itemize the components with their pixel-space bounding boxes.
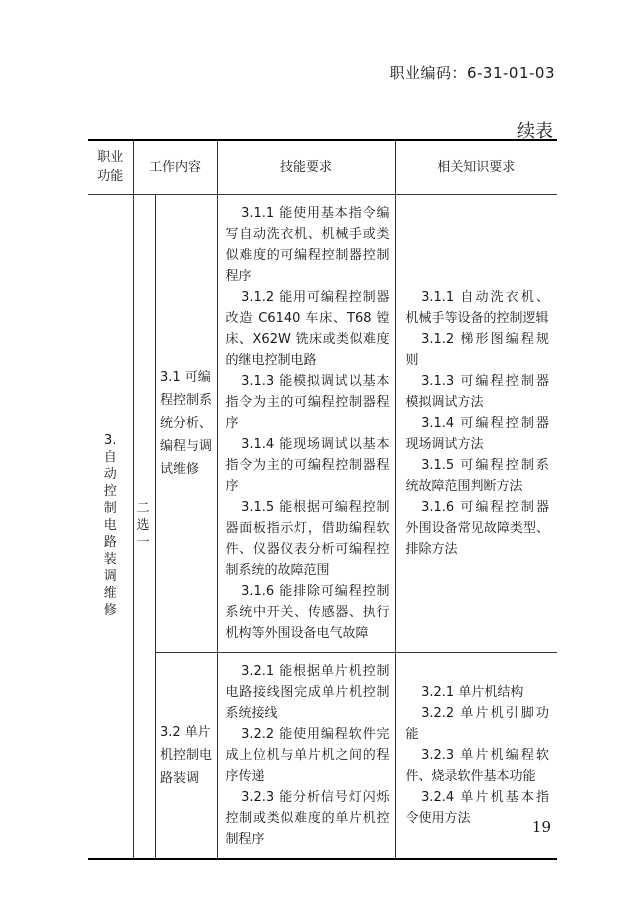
work-content-text: 3.1 可编程控制系统分析、编程与调试维修 xyxy=(160,370,213,477)
header-knowledge: 相关知识要求 xyxy=(395,140,557,195)
skill-item: 3.2.1 能根据单片机控制电路接线图完成单片机控制系统接线 xyxy=(225,664,390,721)
work-content-cell xyxy=(155,653,217,860)
skill-item: 3.2.2 能使用编程软件完成上位机与单片机之间的程序传递 xyxy=(225,727,390,784)
continued-label: 续表 xyxy=(517,121,553,142)
knowledge-item: 3.1.4 可编程控制器现场调试方法 xyxy=(405,416,550,452)
skill-item: 3.1.1 能使用基本指令编写自动洗衣机、机械手或类似难度的可编程控制器控制程序 xyxy=(225,206,390,284)
skill-item: 3.1.5 能根据可编程控制器面板指示灯，借助编程软件、仪器仪表分析可编程控制系统的故障范围 xyxy=(225,500,390,578)
skill-cell xyxy=(217,653,395,860)
knowledge-item: 3.1.5 可编程控制系统故障范围判断方法 xyxy=(405,458,550,494)
duty-cell xyxy=(88,195,133,860)
skill-item: 3.2.3 能分析信号灯闪烁控制或类似难度的单片机控制程序 xyxy=(225,790,390,847)
knowledge-item: 3.1.1 自动洗衣机、机械手等设备的控制逻辑 xyxy=(405,290,550,326)
knowledge-item: 3.2.4 单片机基本指令使用方法 xyxy=(405,790,550,826)
table-row xyxy=(88,653,557,860)
work-content-text: 3.2 单片机控制电路装调 xyxy=(160,725,213,786)
knowledge-item: 3.2.2 单片机引脚功能 xyxy=(405,706,550,742)
choice-text: 二选一 xyxy=(136,501,152,550)
knowledge-item: 3.1.2 梯形图编程规则 xyxy=(405,332,550,368)
skill-item: 3.1.4 能现场调试以基本指令为主的可编程控制器程序 xyxy=(225,437,390,494)
knowledge-item: 3.1.6 可编程控制器外围设备常见故障类型、排除方法 xyxy=(405,500,550,557)
skill-cell xyxy=(217,195,395,653)
skill-item: 3.1.6 能排除可编程控制系统中开关、传感器、执行机构等外围设备电气故障 xyxy=(225,584,390,641)
header-work-content: 工作内容 xyxy=(133,140,217,195)
duty-text: 3. 自动控制电路装调维修 xyxy=(103,433,117,618)
header-duty: 职业功能 xyxy=(88,140,133,195)
knowledge-item: 3.2.1 单片机结构 xyxy=(421,685,524,700)
table-row xyxy=(88,195,557,653)
knowledge-item: 3.2.3 单片机编程软件、烧录软件基本功能 xyxy=(405,748,550,784)
choice-cell xyxy=(133,195,155,860)
skill-table xyxy=(88,139,557,860)
occupation-code: 职业编码：6-31-01-03 xyxy=(389,64,555,82)
work-content-cell xyxy=(155,195,217,653)
skill-item: 3.1.3 能模拟调试以基本指令为主的可编程控制器程序 xyxy=(225,374,390,431)
header-skill: 技能要求 xyxy=(217,140,395,195)
table-header-row xyxy=(88,140,557,195)
knowledge-item: 3.1.3 可编程控制器模拟调试方法 xyxy=(405,374,550,410)
knowledge-cell xyxy=(395,195,557,653)
skill-item: 3.1.2 能用可编程控制器改造 C6140 车床、T68 镗床、X62W 铣床或类似难度的继电控制电路 xyxy=(225,290,390,368)
page-number: 19 xyxy=(531,818,551,836)
